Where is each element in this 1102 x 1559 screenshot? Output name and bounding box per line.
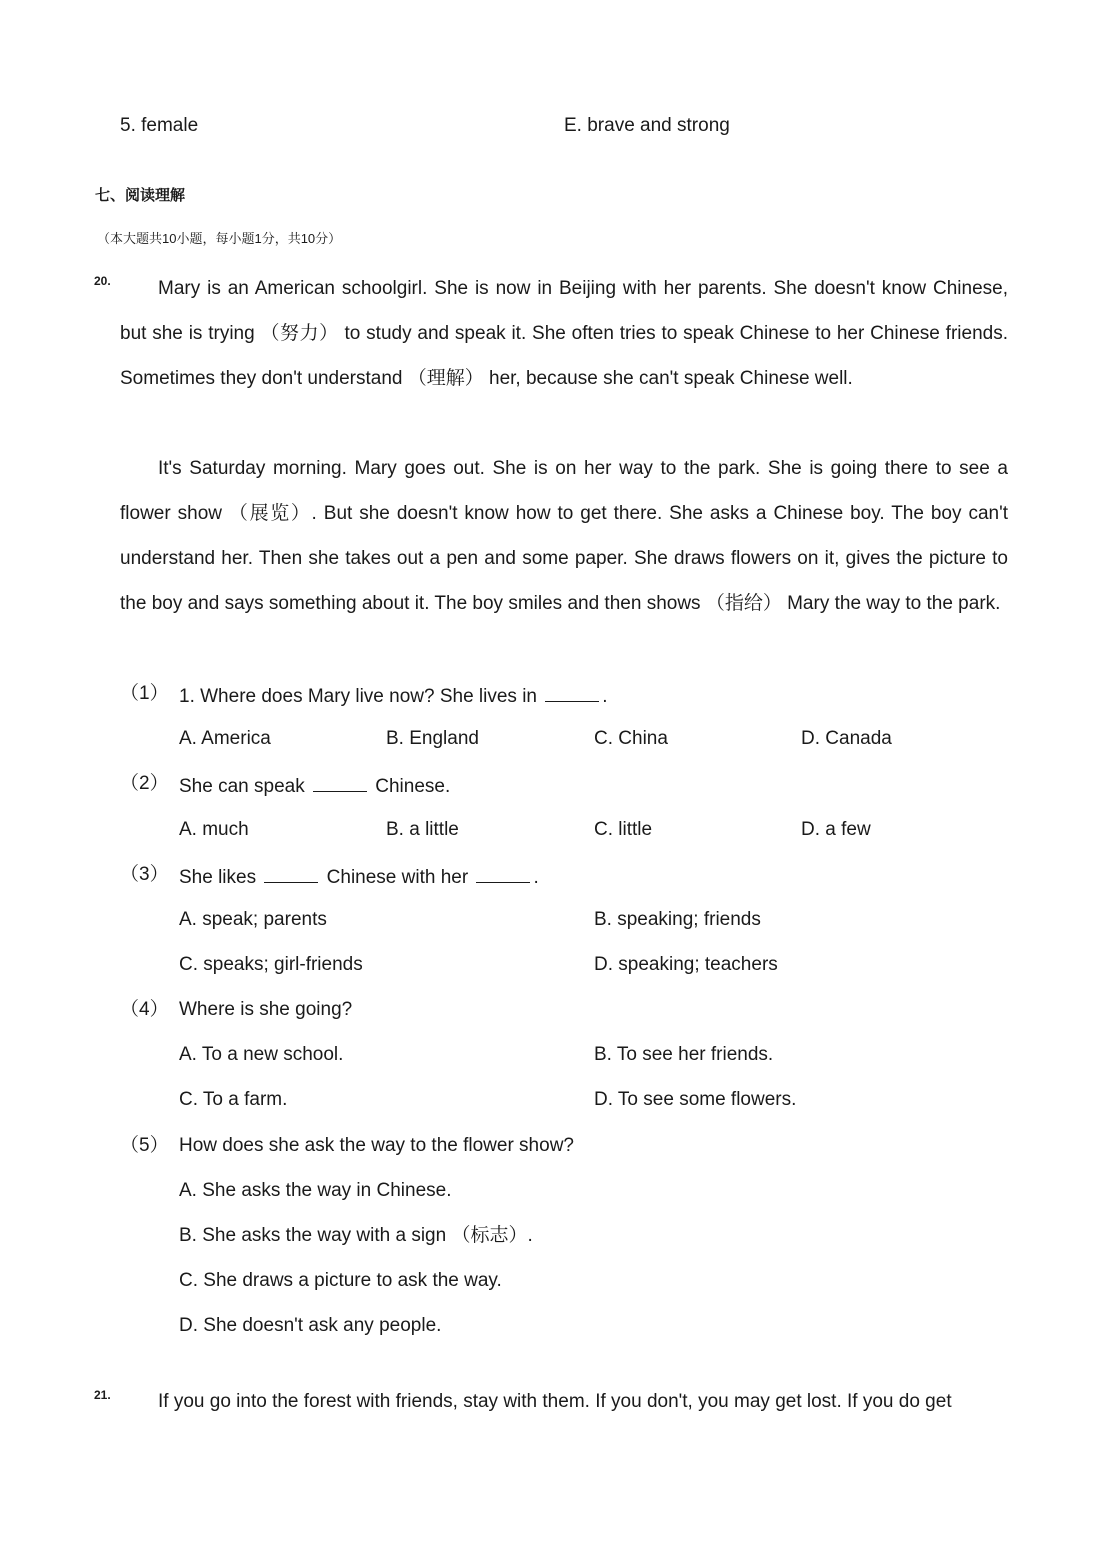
option-b[interactable]: B. She asks the way with a sign （标志）.	[179, 1225, 533, 1246]
option-d[interactable]: D. a few	[801, 819, 871, 840]
stem-part: Chinese with her	[321, 867, 474, 888]
option-b[interactable]: B. England	[386, 728, 479, 749]
section-title: 七、阅读理解	[95, 187, 186, 204]
prev-item-left: 5. female	[120, 115, 199, 136]
stem-part: 1. Where does Mary live now? She lives in	[179, 686, 543, 707]
option-c[interactable]: C. China	[594, 728, 668, 749]
question-number-20: 20.	[94, 274, 111, 288]
question-stem	[179, 864, 539, 889]
stem-part: She can speak	[179, 776, 310, 797]
option-b[interactable]: B. a little	[386, 819, 459, 840]
question-label: （4）	[120, 999, 169, 1020]
option-a[interactable]: A. To a new school.	[179, 1044, 344, 1065]
question-stem	[179, 683, 608, 708]
section-note: （本大题共10小题，每小题1分，共10分）	[97, 231, 342, 246]
answer-blank[interactable]	[264, 864, 318, 883]
question-stem: Where is she going?	[179, 999, 353, 1020]
option-c[interactable]: C. She draws a picture to ask the way.	[179, 1270, 502, 1291]
option-d[interactable]: D. To see some flowers.	[594, 1089, 797, 1110]
passage-paragraph-2-text: It's Saturday morning. Mary goes out. She is on her way to the park. She is going there to see a flower show （展览）. But she doesn't know how to get there. She asks a Chinese boy. The boy can't understand her. Then she takes out a pen and some paper. She draws flowers on it, gives the picture to the boy and says something about it. The boy smiles and then shows （指给） Mary the way to the park.	[120, 458, 1008, 614]
option-c[interactable]: C. little	[594, 819, 653, 840]
answer-blank[interactable]	[313, 773, 367, 792]
answer-blank[interactable]	[476, 864, 530, 883]
passage-paragraph-2	[120, 446, 1008, 626]
option-c[interactable]: C. speaks; girl-friends	[179, 954, 363, 975]
question-label: （5）	[120, 1135, 169, 1156]
option-a[interactable]: A. She asks the way in Chinese.	[179, 1180, 452, 1201]
option-a[interactable]: A. much	[179, 819, 249, 840]
answer-blank[interactable]	[545, 683, 599, 702]
option-d[interactable]: D. She doesn't ask any people.	[179, 1315, 442, 1336]
question-number-21: 21.	[94, 1388, 111, 1402]
option-d[interactable]: D. speaking; teachers	[594, 954, 778, 975]
passage-paragraph-1-text: Mary is an American schoolgirl. She is now in Beijing with her parents. She doesn't know Chinese, but she is trying （努力） to study and speak it. She often tries to speak Chinese to her Chinese friends. Sometimes they don't understand （理解） her, because she can't speak Chinese well.	[120, 278, 1008, 389]
question-stem	[179, 773, 450, 798]
stem-part: .	[533, 867, 539, 888]
option-c[interactable]: C. To a farm.	[179, 1089, 288, 1110]
option-a[interactable]: A. speak; parents	[179, 909, 327, 930]
question-label: （1）	[120, 683, 169, 704]
question-21-text: If you go into the forest with friends, stay with them. If you don't, you may get lost. If you do get	[158, 1391, 952, 1412]
option-a[interactable]: A. America	[179, 728, 271, 749]
stem-part: .	[602, 686, 608, 707]
prev-item-right: E. brave and strong	[564, 115, 730, 136]
question-label: （2）	[120, 773, 169, 794]
question-stem: How does she ask the way to the flower show?	[179, 1135, 574, 1156]
stem-part: She likes	[179, 867, 262, 888]
question-label: （3）	[120, 864, 169, 885]
option-d[interactable]: D. Canada	[801, 728, 892, 749]
stem-part: Chinese.	[369, 776, 451, 797]
option-b[interactable]: B. To see her friends.	[594, 1044, 774, 1065]
passage-paragraph-1	[120, 266, 1008, 401]
option-b[interactable]: B. speaking; friends	[594, 909, 761, 930]
